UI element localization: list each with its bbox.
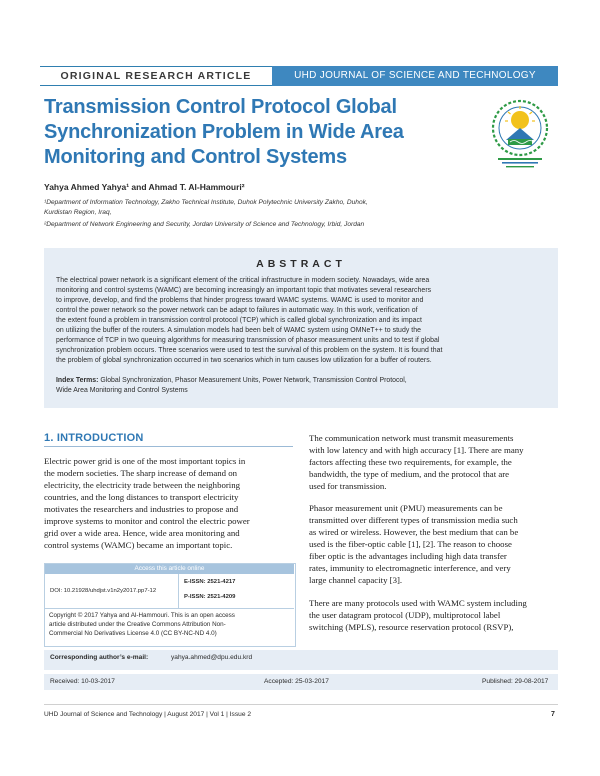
- body-line: large channel capacity [3].: [309, 575, 403, 585]
- pissn: P-ISSN: 2521-4209: [184, 594, 236, 600]
- received-date: Received: 10-03-2017: [50, 678, 115, 685]
- body-line: the user datagram protocol (UDP), multiprotocol label: [309, 610, 501, 620]
- body-line: control systems (WAMC) became an important topic.: [44, 540, 233, 550]
- body-line: bandwidth, the type of medium, and the protocol that are: [309, 469, 510, 479]
- body-line: factors affecting these two requirements, for example, the: [309, 457, 512, 467]
- body-line: electricity, the electricity trade between the neighboring: [44, 480, 241, 490]
- body-line: as wired or wireless. However, the best medium that can be: [309, 527, 519, 537]
- body-line: switching (MPLS), resource reservation protocol (RSVP),: [309, 622, 514, 632]
- affiliation-2: ²Department of Network Engineering and Security, Jordan University of Science and Technology, Irbid, Jordan: [44, 221, 365, 228]
- abstract-line: the problem of global synchronization occurred in two scenarios which in turn causes low utilization for a buffer of routers.: [56, 357, 432, 364]
- correspondence-email-link[interactable]: yahya.ahmed@dpu.edu.krd: [171, 654, 253, 661]
- uhd-journal-logo: [484, 94, 556, 172]
- abstract-heading: ABSTRACT: [256, 258, 346, 270]
- abstract-line: on utilizing the buffer of the routers. A simulation models had been belt of WAMC system using OMNeT++ to study the: [56, 327, 422, 334]
- body-line: with low latency and with high accuracy [1]. There are many: [309, 445, 524, 455]
- abstract-line: The electrical power network is a significant element of the critical infrastructure in modern society. Nowadays, wide area: [56, 277, 430, 284]
- journal-name-banner: UHD JOURNAL OF SCIENCE AND TECHNOLOGY: [272, 66, 558, 86]
- abstract-line: synchronization problem occurs. Three scenarios were used to test the survival of this problem on the system. It is found that: [56, 347, 443, 354]
- body-line: the modern societies. The sharp increase of demand on: [44, 468, 238, 478]
- affiliation-1: ¹Department of Information Technology, Zakho Technical Institute, Duhok Polytechnic University Zakho, Duhok,: [44, 199, 368, 206]
- section-divider: [44, 446, 293, 447]
- index-terms: [56, 376, 407, 386]
- index-terms-value: Global Synchronization, Phasor Measurement Units, Power Network, Transmission Control Protocol,: [100, 377, 407, 384]
- body-line: There are many protocols used with WAMC system including: [309, 598, 527, 608]
- published-date: Published: 29-08-2017: [482, 678, 549, 685]
- title-line: Transmission Control Protocol Global: [44, 96, 397, 118]
- index-terms-label: Index Terms:: [56, 377, 99, 384]
- title-line: Monitoring and Control Systems: [44, 146, 347, 168]
- body-line: transmitted over different types of transmission media such: [309, 515, 518, 525]
- article-type-label: ORIGINAL RESEARCH ARTICLE: [40, 66, 272, 86]
- eissn: E-ISSN: 2521-4217: [184, 579, 236, 585]
- abstract-line: the extent found a problem in transmission control protocol (TCP) which is called global synchronization and its impact: [56, 317, 422, 324]
- body-line: used for transmission.: [309, 481, 387, 491]
- doi-link[interactable]: DOI: 10.21928/uhdjst.v1n2y2017.pp7-12: [50, 588, 157, 594]
- section-heading: 1. INTRODUCTION: [44, 432, 144, 444]
- footer-divider: [44, 704, 558, 705]
- body-line: Electric power grid is one of the most important topics in: [44, 456, 246, 466]
- footer-citation: UHD Journal of Science and Technology | August 2017 | Vol 1 | Issue 2: [44, 711, 251, 718]
- body-line: countries, and the long distances to transport electricity: [44, 492, 239, 502]
- abstract-line: control the power network so the power network can be adapt to failures in automatic way. In this work, verification of: [56, 307, 418, 314]
- page-number: 7: [551, 711, 555, 718]
- copyright-line: article distributed under the Creative Commons Attribution Non-: [49, 621, 226, 628]
- body-line: The communication network must transmit measurements: [309, 433, 514, 443]
- body-line: improve systems to monitor and control the electric power: [44, 516, 250, 526]
- copyright-line: Copyright © 2017 Yahya and Al-Hammouri. This is an open access: [49, 612, 235, 619]
- index-terms-continued: Wide Area Monitoring and Control Systems: [56, 387, 188, 394]
- body-line: used is the fiber-optic cable [1], [2]. The reason to choose: [309, 539, 512, 549]
- body-line: grid over a wide area. Hence, wide area monitoring and: [44, 528, 240, 538]
- abstract-line: monitoring and control systems (WAMC) are becoming increasingly an important topic that motivates several researchers: [56, 287, 432, 294]
- logo-emblem-icon: [493, 101, 547, 167]
- article-title: [44, 95, 464, 170]
- author-names: Yahya Ahmed Yahya¹ and Ahmad T. Al-Hammouri²: [44, 182, 245, 192]
- abstract-line: performance of TCP in two queuing algorithms for measuring transmission of phasor measurement units and to test if global: [56, 337, 440, 344]
- accepted-date: Accepted: 25-03-2017: [264, 678, 329, 685]
- open-access-heading: Access this article online: [45, 564, 294, 574]
- open-access-divider: [178, 574, 179, 608]
- body-line: motivates the researchers and industries to propose and: [44, 504, 239, 514]
- copyright-line: Commercial No Derivatives License 4.0 (CC BY-NC-ND 4.0): [49, 630, 217, 637]
- body-line: rates, immunity to electromagnetic interference, and very: [309, 563, 511, 573]
- title-line: Synchronization Problem in Wide Area: [44, 121, 404, 143]
- body-line: Phasor measurement unit (PMU) measurements can be: [309, 503, 503, 513]
- correspondence-label: Corresponding author’s e-mail:: [50, 654, 149, 661]
- affiliation-1-region: Kurdistan Region, Iraq,: [44, 209, 112, 216]
- open-access-rule: [45, 608, 294, 609]
- abstract-line: to improve, develop, and find the problems that hinder progress toward WAMC systems. WAMC is used to monitor and: [56, 297, 424, 304]
- body-line: fiber optic is the advantages including high data transfer: [309, 551, 507, 561]
